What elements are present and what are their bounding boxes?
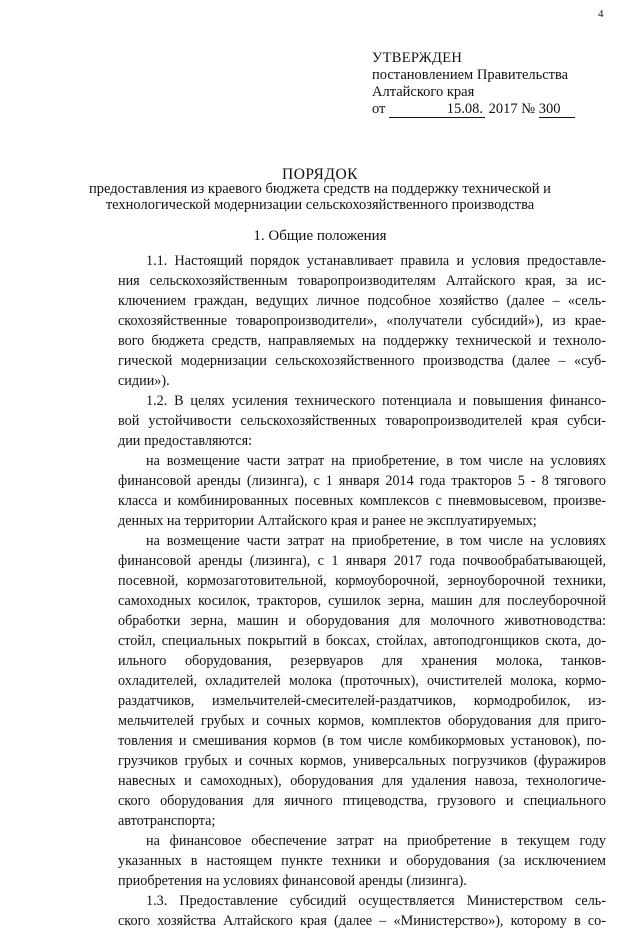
body-line: самоходных косилок, тракторов, сушилок зерна, машин для послеуборочной — [118, 593, 606, 609]
body-line: указанных в настоящем пункте техники и оборудования (за исключением — [118, 853, 606, 869]
date-prefix: от — [372, 101, 386, 117]
body-line: ния сельскохозяйственным товаропроизводителям Алтайского края, за ис- — [118, 273, 606, 289]
approval-line-2: Алтайского края — [372, 84, 475, 100]
approval-stamp — [372, 50, 575, 118]
body-line: грузчиков грубых и сочных кормов, универсальных погрузчиков (фуражиров — [118, 753, 606, 769]
body-line: на финансовое обеспечение затрат на приобретение в текущем году — [146, 833, 606, 849]
approval-line-1: постановлением Правительства — [372, 67, 569, 83]
body-line: сидии»). — [118, 373, 170, 389]
body-line: навесных и самоходных), оборудования для удаления навоза, технологиче- — [118, 773, 606, 789]
body-line: товления и смешивания кормов (в том числе комбикормовых установок), по- — [118, 733, 606, 749]
body-line: охладителей, охладителей молока (проточных), очистителей молока, кормо- — [118, 673, 606, 689]
body-line: мельчителей грубых и сочных кормов, комплектов оборудования для приго- — [118, 713, 606, 729]
body-line: ключением граждан, ведущих личное подсобное хозяйство (далее – «сель- — [118, 293, 606, 309]
body-text — [118, 251, 606, 931]
body-line: стойл, специальных покрытий в боксах, стойлах, автоподгонщиков скота, до- — [118, 633, 606, 649]
body-line: финансовой аренды (лизинга), с 1 января 2017 года почвообрабатывающей, — [118, 553, 606, 569]
body-line: вой устойчивости сельскохозяйственных товаропроизводителей края субси- — [118, 413, 606, 429]
document-title: ПОРЯДОК — [282, 166, 358, 183]
body-line: дии предоставляются: — [118, 433, 253, 449]
body-line: денных на территории Алтайского края и ранее не эксплуатируемых; — [118, 513, 537, 529]
body-line: финансовой аренды (лизинга), с 1 января 2014 года тракторов 5 - 8 тягового — [118, 473, 606, 489]
body-line: вого бюджета средств, направляемых на поддержку технической и техноло- — [118, 333, 606, 349]
page-number: 4 — [598, 8, 604, 20]
body-line: класса и комбинированных посевных комплексов с пневмовысевом, произве- — [118, 493, 606, 509]
body-line: автотранспорта; — [118, 813, 216, 829]
approval-number: 300 — [539, 102, 575, 118]
body-line: посевной, кормозаготовительной, кормоуборочной, зерноуборочной техники, — [118, 573, 606, 589]
body-line: на возмещение части затрат на приобретение, в том числе на условиях — [146, 533, 606, 549]
body-line: гической модернизации сельскохозяйственного производства (далее – «суб- — [118, 353, 606, 369]
approval-heading: УТВЕРЖДЕН — [372, 50, 463, 66]
body-line: 1.3. Предоставление субсидий осуществляется Министерством сель- — [146, 893, 606, 909]
body-line: приобретения на условиях финансовой аренды (лизинга). — [118, 873, 467, 889]
body-line: скохозяйственные товаропроизводители», «получатели субсидий»), из крае- — [118, 313, 606, 329]
body-line: ильного оборудования, резервуаров для хранения молока, танков- — [118, 653, 606, 669]
document-subtitle — [0, 182, 640, 213]
body-line: ского оборудования для яичного птицеводства, грузового и специального — [118, 793, 606, 809]
body-line: ского хозяйства Алтайского края (далее – «Министерство»), которому в со- — [118, 913, 606, 929]
section-heading: 1. Общие положения — [253, 228, 387, 244]
approval-date: 15.08. — [389, 102, 485, 118]
body-line: раздатчиков, измельчителей-смесителей-раздатчиков, кормодробилок, из- — [118, 693, 606, 709]
subtitle-line-2: технологической модернизации сельскохозяйственного производства — [105, 196, 535, 213]
body-line: 1.2. В целях усиления технического потенциала и повышения финансо- — [146, 393, 606, 409]
body-line: на возмещение части затрат на приобретение, в том числе на условиях — [146, 453, 606, 469]
subtitle-line-1: предоставления из краевого бюджета средств на поддержку технической и — [89, 181, 551, 197]
body-line: 1.1. Настоящий порядок устанавливает правила и условия предоставле- — [146, 253, 606, 269]
approval-year: 2017 № — [488, 101, 536, 117]
body-line: обработки зерна, машин и оборудования для молочного животноводства: — [118, 613, 606, 629]
approval-date-line — [372, 101, 575, 118]
